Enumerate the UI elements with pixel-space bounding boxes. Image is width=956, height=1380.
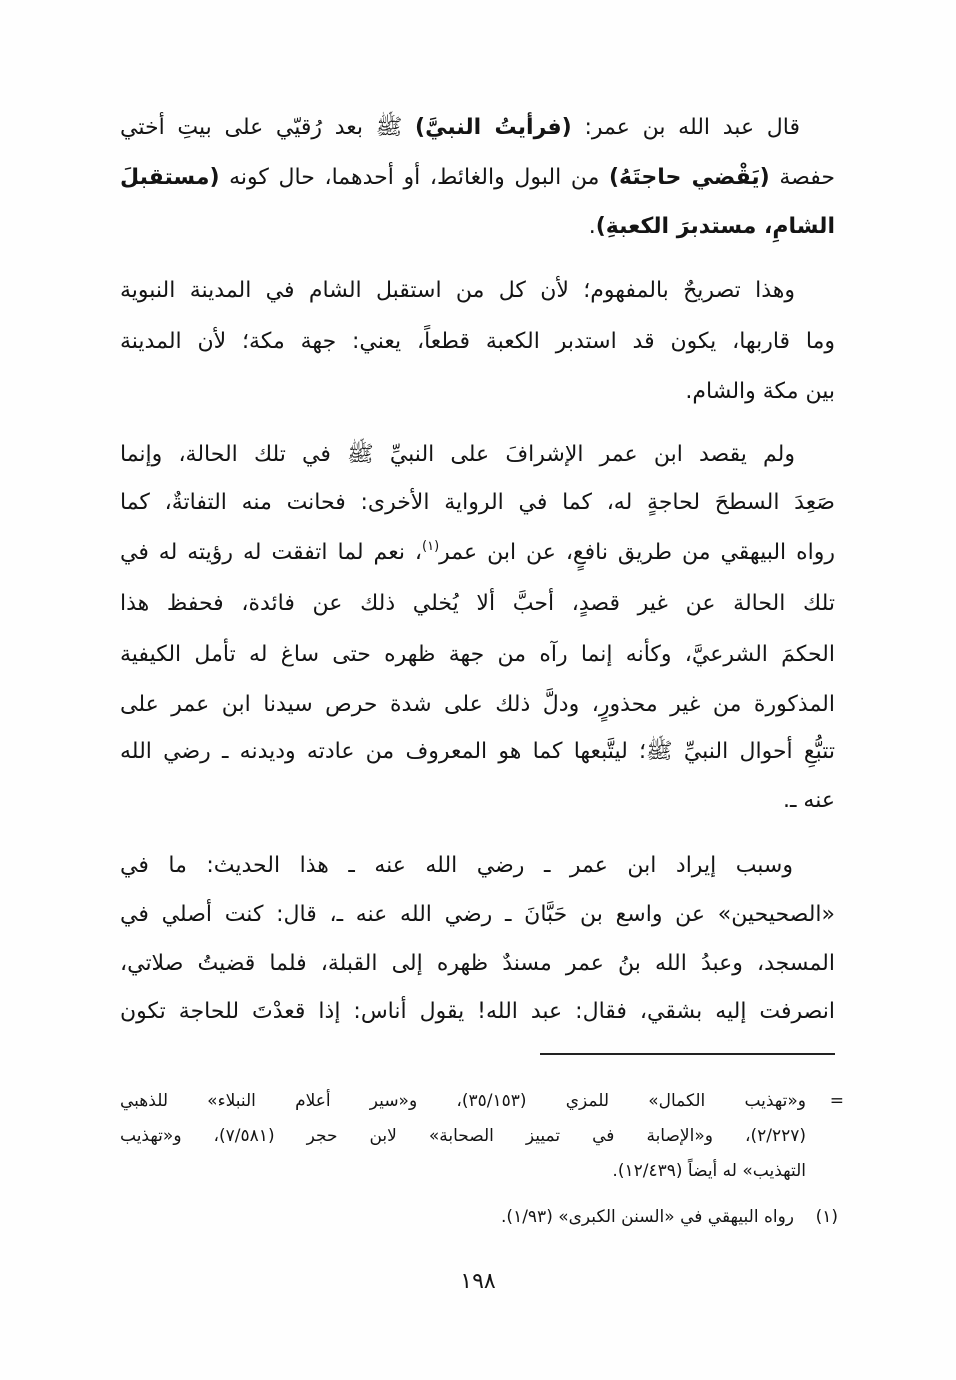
paragraph-line	[120, 320, 835, 364]
page-number: ١٩٨	[460, 1269, 496, 1294]
paragraph-line	[120, 156, 835, 200]
footnote-line: و«تهذيب الكمال» للمزي (٣٥/١٥٣)، و«سير أعلام النبلاء» للذهبي	[120, 1091, 806, 1111]
footnote-separator	[540, 1053, 835, 1055]
footnote-marker: (١)	[815, 1207, 838, 1227]
footnote-line: (٢/٢٢٧)، و«الإصابة في تمييز الصحابة» لابن حجر (٧/٥٨١)، و«تهذيب	[120, 1126, 806, 1146]
bold-hadith-text: (فرأيتُ النبيَّ)	[415, 115, 572, 140]
paragraph-line	[120, 844, 793, 888]
text-segment: انصرفت إليه بشقي، فقال: عبد الله! يقول أناس: إذا قعدْتَ للحاجة تكون	[120, 999, 835, 1024]
footnote-line: رواه البيهقي في «السنن الكبرى» (١/٩٣).	[501, 1207, 794, 1227]
text-segment: وما قاربها، يكون قد استدبر الكعبة قطعاً، يعني: جهة مكة؛ لأن المدينة	[120, 329, 835, 354]
text-segment: «الصحيحين» عن واسع بن حَبَّانَ ـ رضي الله عنه ـ، قال: كنت أصلي في	[120, 902, 835, 927]
footnote-reference: (١)	[422, 539, 440, 554]
paragraph-line	[120, 633, 835, 677]
text-segment: من البول والغائط، أو أحدهما، حال كونه	[219, 165, 609, 190]
text-segment: قال عبد الله بن عمر:	[571, 115, 800, 140]
bold-hadith-text: (يَقْضي حاجتَهُ)	[609, 165, 770, 190]
paragraph-line	[120, 582, 835, 626]
paragraph-line	[120, 893, 835, 937]
text-segment: تلك الحالة عن غير قصدٍ، أحبَّ ألا يُخلي ذلك عن فائدة، فحفظ هذا	[120, 591, 835, 616]
text-segment: تتبُّعِ أحوال النبيِّ ﷺ؛ ليتَّبعها كما هو المعروف من عادته وديدنه ـ رضي الله	[120, 739, 835, 764]
text-segment: الحكمَ الشرعيَّ، وكأنه إنما رآه من جهة ظهره حتى ساغ له تأمل الكيفية	[120, 642, 835, 667]
paragraph-line	[120, 205, 835, 249]
footnote-marker: =	[829, 1091, 844, 1111]
paragraph-line	[120, 990, 835, 1034]
paragraph-line	[120, 942, 835, 986]
text-segment: بين مكة والشام.	[685, 379, 835, 404]
paragraph-line	[120, 779, 835, 823]
text-segment: المسجد، وعبدُ الله بنُ عمر مسندٌ ظهره إلى القبلة، فلما قضيتُ صلاتي،	[120, 951, 835, 976]
text-segment: عنه ـ.	[783, 788, 835, 813]
paragraph-line	[120, 730, 835, 774]
text-segment: رواه البيهقي من طريق نافعٍ، عن ابن عمر	[439, 540, 836, 565]
text-segment: حفصة	[769, 165, 835, 190]
text-segment: ولم يقصد ابن عمر الإشرافَ على النبيِّ ﷺ في تلك الحالة، وإنما	[120, 442, 795, 467]
paragraph-line	[120, 269, 795, 313]
bold-hadith-text: (مستقبلَ	[120, 165, 220, 190]
text-segment: ﷺ بعد رُقيّي على بيتِ أختي	[120, 115, 416, 140]
footnote-line: التهذيب» له أيضاً (١٢/٤٣٩).	[612, 1161, 806, 1181]
paragraph-line	[120, 481, 835, 525]
paragraph-line	[120, 370, 835, 414]
text-segment: وهذا تصريحٌ بالمفهوم؛ لأن كل من استقبل الشام في المدينة النبوية	[120, 278, 795, 303]
text-segment: وسبب إيراد ابن عمر ـ رضي الله عنه ـ هذا الحديث: ما في	[120, 853, 793, 878]
paragraph-line	[120, 106, 800, 150]
text-segment: .	[588, 214, 596, 239]
paragraph-line	[120, 683, 835, 727]
bold-hadith-text: الشامِ، مستدبرَ الكعبةِ)	[595, 214, 835, 239]
paragraph-line	[120, 433, 795, 477]
text-segment: ، نعم لما اتفقت له رؤيته له في	[120, 540, 422, 565]
paragraph-line	[120, 531, 835, 575]
text-segment: صَعِدَ السطحَ لحاجةٍ له، كما في الرواية الأخرى: فحانت منه التفاتةٌ، كما	[120, 490, 835, 515]
text-segment: المذكورة من غير محذورٍ، ودلَّ ذلك على شدة حرص سيدنا ابن عمر على	[120, 692, 835, 717]
